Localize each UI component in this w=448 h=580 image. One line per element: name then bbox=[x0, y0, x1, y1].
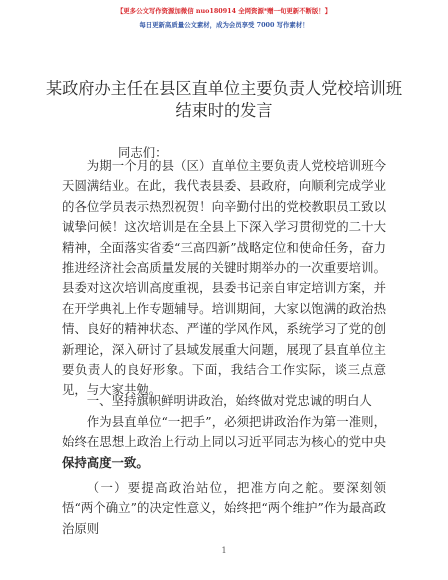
body-paragraph: 为期一个月的县（区）直单位主要负责人党校培训班今天圆满结业。在此，我代表县委、县政府，向顺利完成学业的各位学员表示热烈祝贺！向辛勤付出的党校教职员工致以诚挚问候！这次培训是在全县上下深入学习贯彻党的二十大精神，全面落实省委“三高四新”战略定位和使命任务，奋力推进经济社会高质量发展的关键时期举办的一次重要培训。县委对这次培训高度重视，县委书记亲自审定培训方案，并在开学典礼上作专题辅导。培训期间，大家以饱满的政治热情、良好的精神状态、严谨的学风作风，系统学习了党的创新理论，深入研讨了县域发展重大问题，展现了县直单位主要负责人的良好形象。下面，我结合工作实际，谈三点意见，与大家共勉。 bbox=[62, 158, 386, 398]
page-number: 1 bbox=[221, 546, 227, 555]
bold-phrase: 保持高度一致。 bbox=[62, 454, 149, 470]
document-title: 某政府办主任在县区直单位主要负责人党校培训班结束时的发言 bbox=[45, 79, 403, 120]
subsection-paragraph: （一）要提高政治站位，把准方向之舵。要深刻领悟“两个确立”的决定性意义，始终把“两个维护”作为最高政治原则 bbox=[62, 480, 386, 536]
section-heading: 一、坚持旗帜鲜明讲政治，始终做对党忠诚的明白人 bbox=[86, 393, 372, 408]
header-banner-line2: 每日更新高质量公文素材，成为会员享受 7000 写作素材！ bbox=[139, 21, 309, 29]
header-banner-line1: 【更多公文写作资源加微信 nuo180914 全网资源*赠一旬更新不断版！】 bbox=[116, 7, 332, 15]
greeting: 同志们： bbox=[118, 145, 168, 160]
body-paragraph: 作为县直单位“一把手”，必须把讲政治作为第一准则，始终在思想上政治上行动上同以习近平同志为核心的党中央保持高度一致。 bbox=[62, 414, 386, 470]
